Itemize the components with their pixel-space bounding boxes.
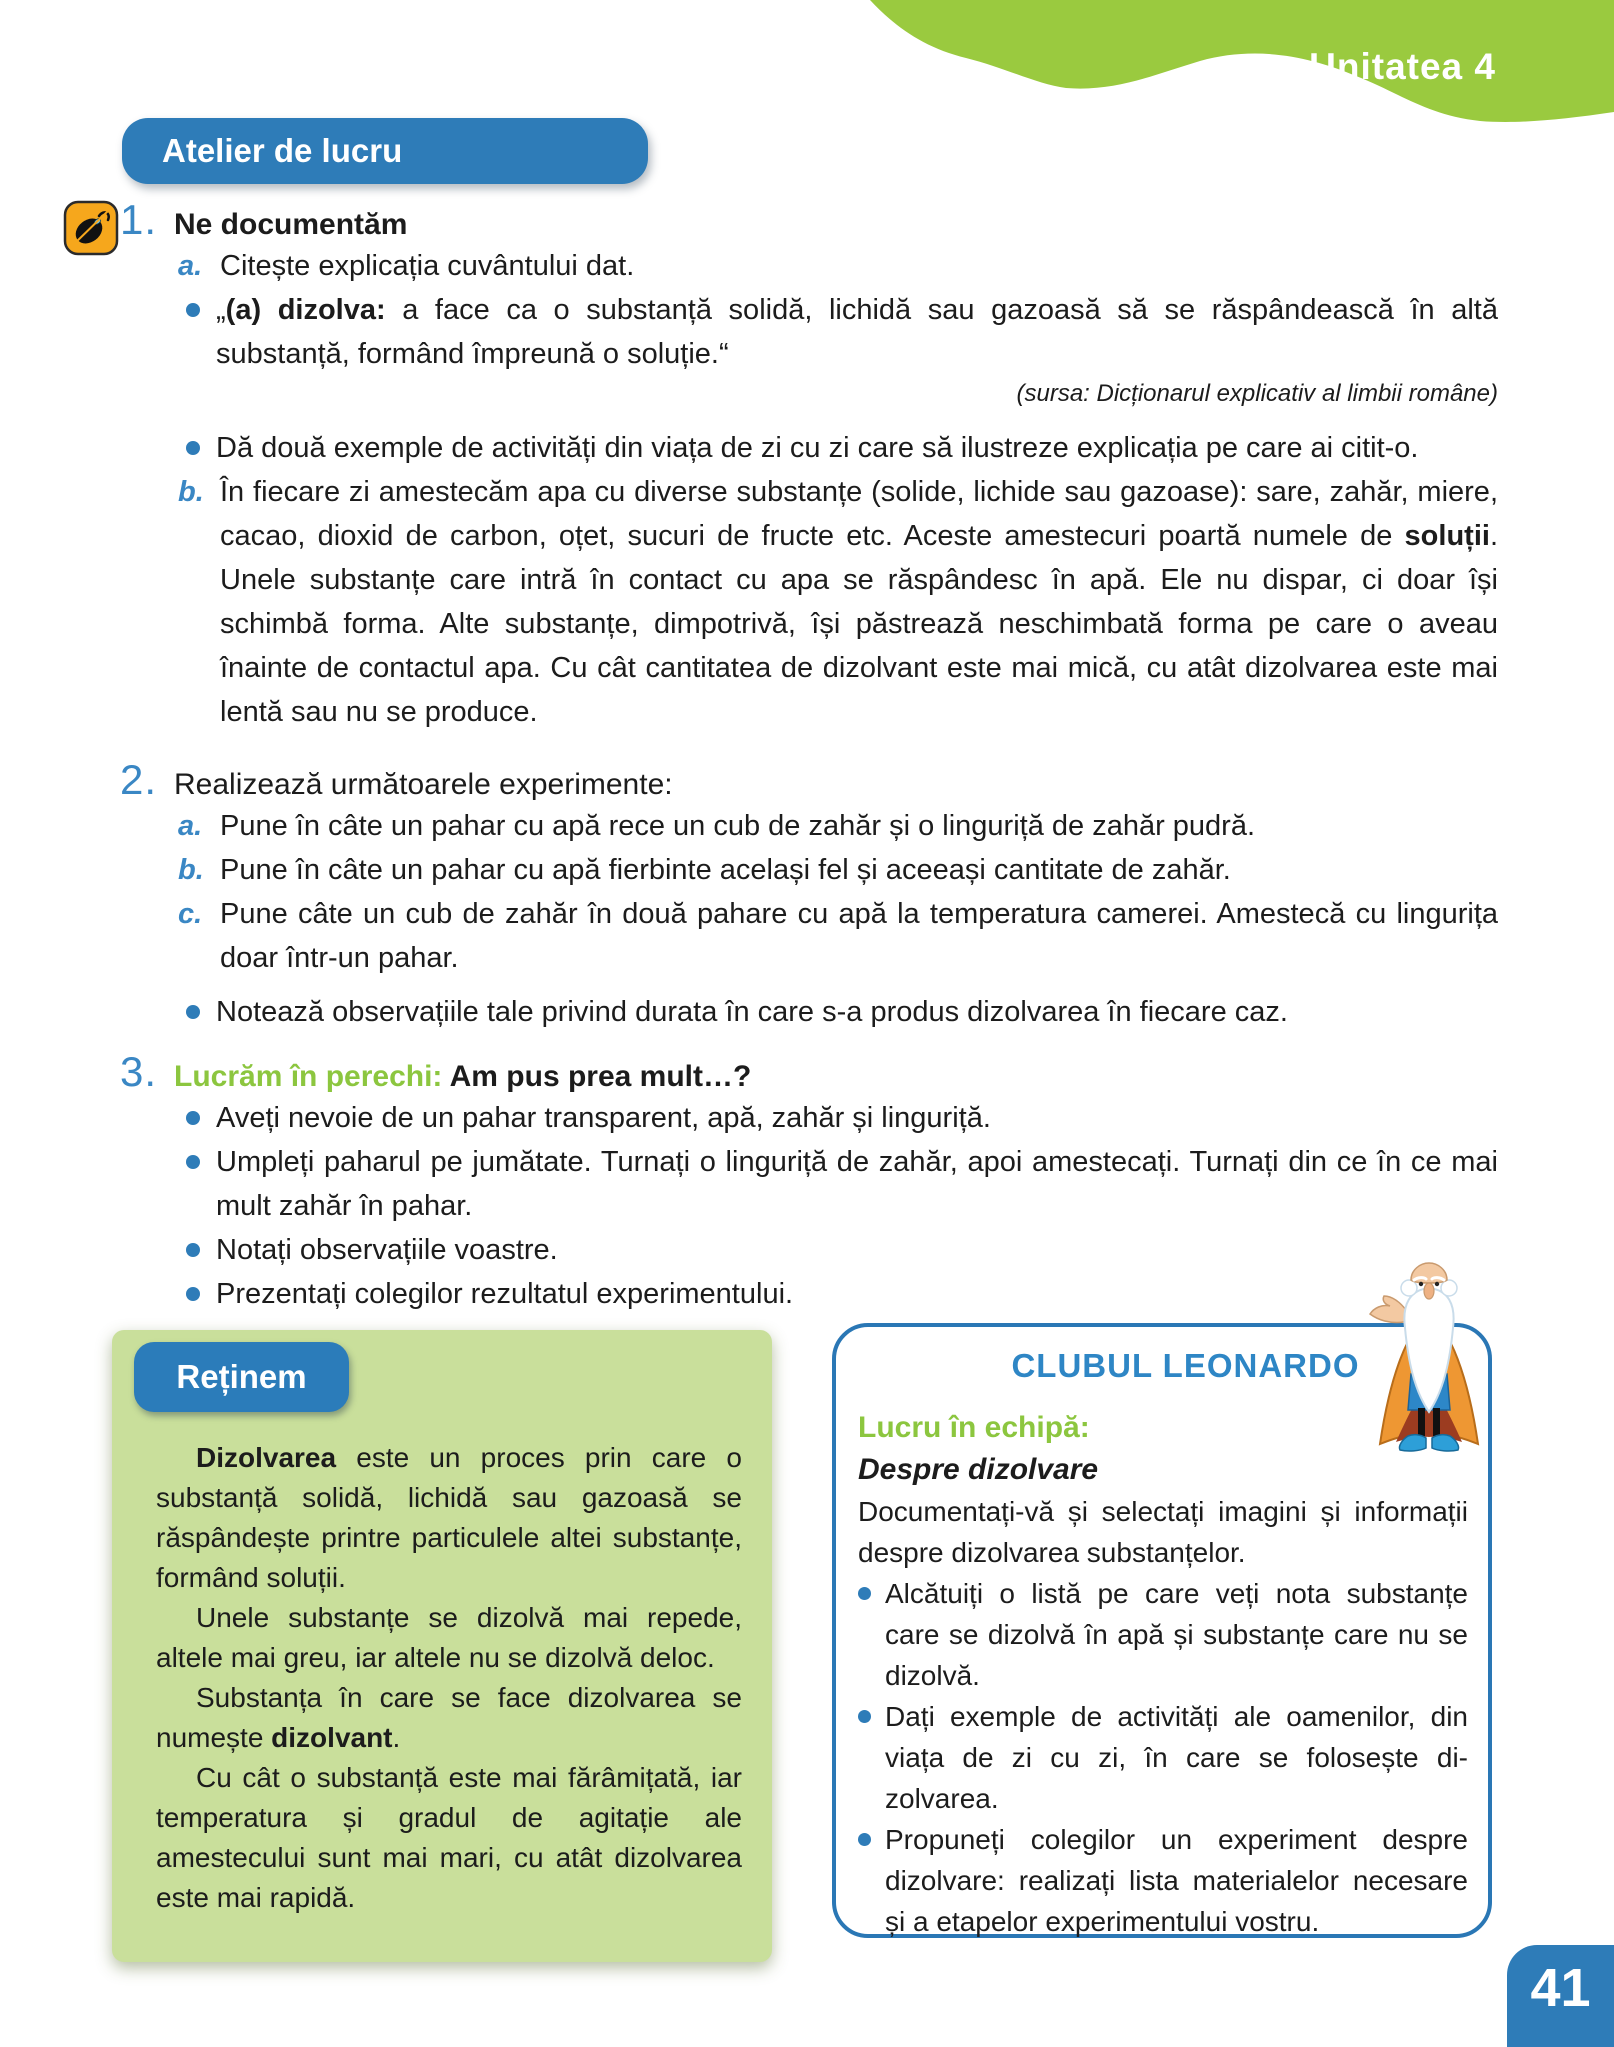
item-1b <box>178 470 1498 734</box>
remember-paragraph-2: Unele substanțe se dizolvă mai repede, altele mai greu, iar altele nu se dizolvă deloc. <box>156 1602 742 1673</box>
bullet-icon <box>186 1111 200 1125</box>
item-1a <box>178 244 1498 288</box>
section-1-number: 1. <box>120 196 158 243</box>
item-2a-text: Pune în câte un pahar cu apă rece un cub de zahăr și o linguriță de zahăr pudră. <box>220 810 1256 842</box>
workshop-title-banner <box>122 118 648 184</box>
item-1b-text: În fiecare zi amestecăm apa cu diverse substanțe (solide, lichide sau gazoase): sare, zahăr, miere, cacao, dioxid de carbon, oțet, sucuri de fructe etc. Aceste amestecuri poartă numele de soluții. Unele substanțe care intră în contact cu apa se răspândesc în apă. Ele nu dispar, ci doar își schimbă forma. Alte substanțe, dimpotrivă, își păstrează neschimbată forma pe care o aveau înainte de contactul apa. Cu cât cantitatea de dizolvant este mai mică, cu atât dizolvarea este mai lentă sau nu se produce. <box>220 476 1498 728</box>
bullet-icon <box>858 1710 871 1723</box>
section-1-heading <box>120 196 1498 244</box>
club-bullet-3 <box>858 1819 1468 1942</box>
pairs-bullet-4-text: Prezentați colegilor rezultatul experimentului. <box>216 1278 794 1310</box>
workshop-title: Atelier de lucru <box>162 132 403 169</box>
item-1a-marker: a. <box>178 250 203 282</box>
club-bullet-1-text: Alcătuiți o listă pe care veți nota substanțe care se dizolvă în apă și substanțe care nu se dizolvă. <box>885 1578 1468 1691</box>
section-2-title: Realizează următoarele experimente: <box>174 768 673 801</box>
club-leonardo-title: CLUBUL LEONARDO <box>1011 1347 1360 1384</box>
bullet-icon <box>186 441 200 455</box>
leonardo-character-illustration <box>1364 1258 1494 1458</box>
item-2b <box>178 848 1498 892</box>
remember-box-title-tab <box>134 1342 349 1412</box>
item-2b-marker: b. <box>178 854 204 886</box>
note-bullet-text: Notează observațiile tale privind durata în care s-a produs dizolvarea în fiecare caz. <box>216 996 1288 1028</box>
pairs-bullet-1 <box>186 1096 1498 1140</box>
bullet-icon <box>186 1287 200 1301</box>
unit-label: Unitatea 4 <box>1309 46 1496 87</box>
exercises-column <box>120 196 1498 1316</box>
club-bullet-2-text: Dați exemple de activități ale oamenilor, din viața de zi cu zi, în care se folosește dizolvarea. <box>885 1701 1468 1814</box>
teamwork-label: Lucru în echipă: <box>858 1411 1090 1444</box>
bullet-icon <box>858 1587 871 1600</box>
item-2a <box>178 804 1498 848</box>
unit-header-wave <box>854 0 1614 130</box>
club-bullet-1 <box>858 1573 1468 1696</box>
examples-bullet <box>186 426 1498 470</box>
remember-box <box>112 1330 772 1962</box>
item-2c-text: Pune câte un cub de zahăr în două pahare cu apă la temperatura camerei. Amestecă cu lingurița doar într-un pahar. <box>220 898 1498 974</box>
bullet-icon <box>858 1833 871 1846</box>
pairs-bullet-2-text: Umpleți paharul pe jumătate. Turnați o linguriță de zahăr, apoi amestecați. Turnați din ce în ce mai mult zahăr în pahar. <box>216 1146 1498 1222</box>
remember-paragraph-1: Dizolvarea este un proces prin care o substanță solidă, lichidă sau gazoasă se răspândește printre particulele altei substanțe, formând soluții. <box>156 1442 742 1593</box>
page-number: 41 <box>1530 1958 1591 2018</box>
club-bullet-2 <box>858 1696 1468 1819</box>
computer-mouse-icon <box>63 200 119 256</box>
remember-paragraph-3: Substanța în care se face dizolvarea se numește dizolvant. <box>156 1682 742 1753</box>
item-2c <box>178 892 1498 980</box>
pairs-bullet-3 <box>186 1228 1498 1272</box>
note-bullet <box>186 990 1498 1034</box>
examples-bullet-text: Dă două exemple de activități din viața de zi cu zi care să ilustreze explicația pe care ai citit-o. <box>216 432 1419 464</box>
quote-source: (sursa: Dicționarul explicativ al limbii române) <box>1016 380 1498 407</box>
item-1b-marker: b. <box>178 476 204 508</box>
club-subtitle: Despre dizolvare <box>858 1453 1099 1486</box>
section-1-title: Ne documentăm <box>174 208 408 241</box>
pairs-bullet-2 <box>186 1140 1498 1228</box>
pairs-bullet-4 <box>186 1272 1498 1316</box>
item-2c-marker: c. <box>178 898 203 930</box>
definition-quote-text: „(a) dizolva: a face ca o substanță solidă, lichidă sau gazoasă să se răspândească în altă substanță, formând împreună o soluție.“ <box>216 294 1498 370</box>
definition-quote <box>186 288 1498 376</box>
bullet-icon <box>186 303 200 317</box>
remember-box-title: Reținem <box>176 1358 307 1395</box>
page-number-badge <box>1507 1945 1614 2047</box>
section-3-number: 3. <box>120 1048 158 1095</box>
section-2-heading <box>120 756 1498 804</box>
bullet-icon <box>186 1005 200 1019</box>
bullet-icon <box>186 1155 200 1169</box>
item-2a-marker: a. <box>178 810 203 842</box>
pairs-bullet-1-text: Aveți nevoie de un pahar transparent, apă, zahăr și linguriță. <box>216 1102 991 1134</box>
pairs-bullet-3-text: Notați observațiile voastre. <box>216 1234 558 1266</box>
section-2-number: 2. <box>120 756 158 803</box>
remember-box-body <box>156 1330 742 1918</box>
item-1a-text: Citește explicația cuvântului dat. <box>220 250 635 282</box>
club-bullet-3-text: Propuneți colegilor un experiment despre dizolvare: realizați lista materialelor necesare și a etapelor experimentului vostru. <box>885 1824 1468 1937</box>
club-intro: Documentați-vă și selectați imagini și informații despre dizolvarea substanțelor. <box>858 1496 1468 1568</box>
bullet-icon <box>186 1243 200 1257</box>
item-2b-text: Pune în câte un pahar cu apă fierbinte același fel și aceeași cantitate de zahăr. <box>220 854 1231 886</box>
remember-paragraph-4: Cu cât o substanță este mai fărâmițată, iar temperatura și gradul de agitație ale amestecului sunt mai mari, cu atât dizolvarea este mai rapidă. <box>156 1762 742 1913</box>
section-3-heading <box>120 1048 1498 1096</box>
section-3-title: Lucrăm în perechi: Am pus prea mult…? <box>174 1060 752 1093</box>
